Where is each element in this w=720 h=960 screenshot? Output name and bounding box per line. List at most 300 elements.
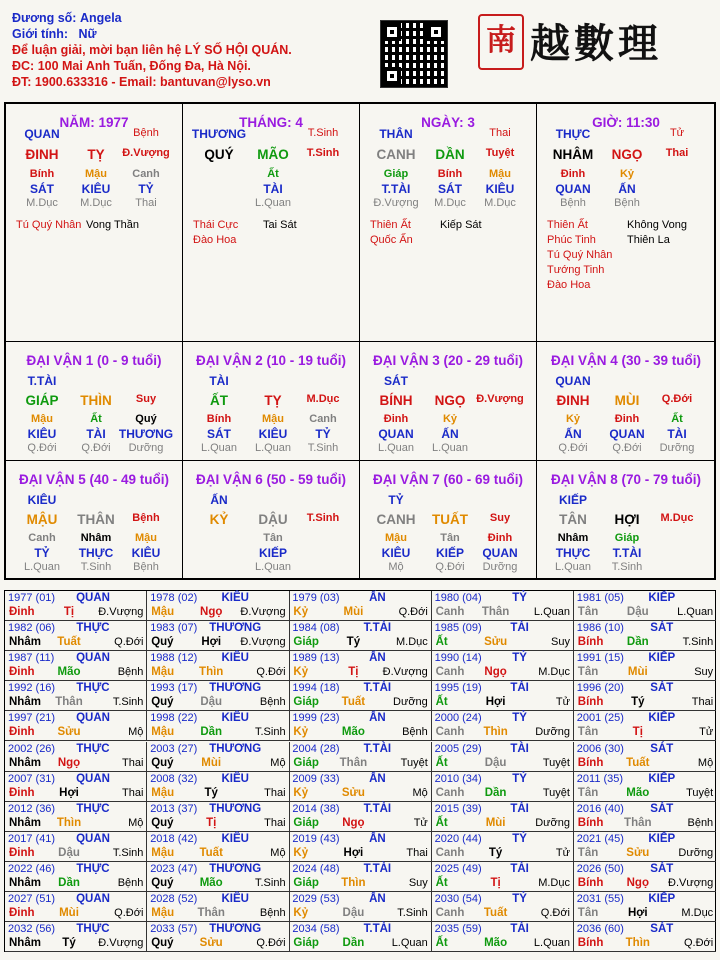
annual-year: 1997 (21) [8,712,56,725]
annual-phase: Tử [699,726,714,739]
annual-cell [147,892,289,922]
earthly-branch: MÃO [257,147,289,162]
annual-year: 2031 (55) [576,893,624,905]
annual-ten-god: TỶ [512,652,527,665]
annual-cell [432,711,574,741]
annual-phase: Tử [555,846,570,859]
annual-branch: Mùi [485,816,506,829]
annual-branch: Thìn [341,876,366,889]
annual-stem: Ất [435,636,448,649]
hidden-phase: Bệnh [614,197,640,209]
luck-title: ĐẠI VẬN 7 (60 - 69 tuổi) [372,472,524,487]
annual-ten-god: QUAN [76,772,110,785]
annual-stem: Kỷ [293,726,309,739]
luck-hidden-god: KIẾP [435,546,465,560]
annual-phase: Tuyệt [400,756,428,769]
annual-cell [432,681,574,711]
earthly-branch: DẦN [435,147,465,162]
annual-cell [147,922,289,952]
annual-branch: Thìn [199,666,224,679]
luck-hidden-god: KIÊU [258,427,288,441]
annual-branch: Mùi [343,606,364,618]
annual-cell [147,711,289,741]
annual-stem: Đinh [9,907,35,919]
annual-cell [5,651,147,681]
annual-year: 1979 (03) [292,592,340,604]
annual-cell [289,892,431,922]
annual-cell [289,802,431,832]
star-name: Kiếp Sát [440,219,482,231]
luck-cell [6,342,183,461]
annual-ten-god: ẤN [369,893,386,905]
annual-cell [432,651,574,681]
luck-hidden-phase: Dưỡng [128,442,164,454]
annual-cell [147,621,289,651]
annual-ten-god: TỶ [512,592,527,604]
luck-hidden-god: TÀI [667,427,687,441]
annual-stem: Giáp [293,636,319,649]
annual-branch: Mùi [627,666,648,679]
annual-branch: Ngọ [484,666,507,679]
hidden-phase: Thai [135,197,157,209]
annual-luck-table [4,590,716,952]
annual-stem: Canh [435,606,465,618]
luck-hidden-stem: Mậu [135,532,157,544]
luck-hidden-phase: L.Quan [254,561,292,573]
luck-hidden-god: QUAN [378,427,414,441]
annual-branch: Tuất [341,696,366,709]
annual-cell [289,922,431,952]
star-name: Thiên Ất [547,219,588,231]
annual-cell [5,591,147,621]
annual-stem: Giáp [293,937,319,950]
annual-ten-god: T.TÀI [363,682,392,695]
annual-cell [5,772,147,802]
annual-phase: Bệnh [117,876,144,889]
luck-hidden-phase: T.Sinh [611,561,643,573]
pillar-title: GIỜ: 11:30 [592,115,660,130]
hidden-phase: M.Dục [434,197,466,209]
annual-branch: Tị [63,606,75,618]
annual-phase: Bệnh [687,816,714,829]
annual-year: 2032 (56) [8,923,56,936]
star-name: Không Vong [627,219,687,231]
annual-year: 1990 (14) [434,652,482,665]
annual-cell [289,591,431,621]
luck-phase: M.Dục [306,393,340,405]
annual-cell [147,681,289,711]
annual-phase: Mộ [270,756,286,769]
annual-stem: Đinh [9,786,35,799]
annual-phase: Thai [406,846,428,859]
annual-cell [147,772,289,802]
annual-stem: Giáp [293,696,319,709]
annual-year: 1999 (23) [292,712,340,725]
annual-stem: Tân [577,786,599,799]
annual-ten-god: THỰC [76,682,110,695]
annual-ten-god: KIẾP [648,652,676,665]
annual-year: 1977 (01) [8,592,56,604]
luck-hidden-stem: Tân [263,532,283,544]
luck-title: ĐẠI VẬN 5 (40 - 49 tuổi) [18,472,170,487]
annual-ten-god: TÀI [510,802,529,815]
hidden-stem: Ất [267,168,279,180]
luck-stem: KỶ [209,512,229,527]
annual-cell [432,772,574,802]
hidden-phase: M.Dục [80,197,112,209]
annual-cell [289,832,431,862]
annual-cell [147,862,289,892]
ten-god-label: THƯƠNG [191,127,247,141]
annual-ten-god: KIÊU [221,592,249,604]
annual-year: 1987 (11) [8,652,55,665]
annual-phase: Tuyệt [542,786,570,799]
luck-hidden-god: TỶ [34,546,50,560]
annual-phase: T.Sinh [112,696,144,709]
annual-phase: Q.Đới [540,907,570,919]
annual-phase: Đ.Vượng [240,606,286,618]
annual-phase: Mộ [270,846,286,859]
annual-stem: Kỷ [293,786,309,799]
annual-branch: Tị [632,726,643,739]
annual-stem: Mậu [151,786,175,799]
annual-stem: Đinh [9,726,35,739]
luck-hidden-phase: T.Sinh [80,561,112,573]
luck-phase: M.Dục [660,512,694,524]
luck-hidden-stem: Canh [28,532,56,544]
annual-branch: Hợi [343,846,364,859]
annual-year: 1981 (05) [576,592,624,604]
luck-hidden-god: ẤN [441,427,459,441]
annual-cell [289,681,431,711]
luck-hidden-stem: Canh [309,413,337,425]
annual-branch: Ngọ [200,606,223,618]
annual-phase: T.Sinh [112,846,144,859]
annual-cell [574,922,716,952]
annual-ten-god: KIẾP [648,832,676,845]
annual-year: 2013 (37) [150,802,198,815]
annual-stem: Mậu [151,726,175,739]
annual-year: 2020 (44) [434,832,482,845]
annual-ten-god: THƯƠNG [209,923,262,936]
annual-year: 2036 (60) [576,923,624,936]
annual-branch: Tuất [483,907,508,919]
luck-hidden-god: SÁT [207,427,231,441]
annual-year: 2000 (24) [434,712,482,725]
luck-ten-god: T.TÀI [27,374,57,388]
annual-phase: M.Dục [396,636,428,649]
annual-cell [432,832,574,862]
annual-stem: Ất [435,816,448,829]
annual-phase: Đ.Vượng [382,666,428,679]
annual-ten-god: ẤN [369,592,386,604]
annual-stem: Giáp [293,876,319,889]
annual-year: 2008 (32) [150,772,198,785]
annual-stem: Ất [435,937,448,950]
hidden-stem: Giáp [383,168,409,180]
annual-cell [432,922,574,952]
hidden-ten-god: KIÊU [81,182,111,196]
annual-year: 2007 (31) [8,772,56,785]
annual-cell [574,802,716,832]
luck-hidden-stem: Quý [135,413,157,425]
luck-hidden-stem: Kỷ [442,413,458,425]
pillar-cell [183,104,360,342]
luck-hidden-phase: Mộ [388,561,404,573]
qr-code [380,20,448,88]
annual-branch: Hợi [485,696,506,709]
luck-hidden-god: KIÊU [381,546,411,560]
annual-phase: Q.Đới [256,666,286,679]
annual-cell [5,711,147,741]
annual-stem: Canh [435,726,465,739]
annual-phase: M.Dục [538,666,570,679]
pillar-title: NGÀY: 3 [421,115,475,130]
annual-cell [574,621,716,651]
annual-cell [289,621,431,651]
annual-cell [432,591,574,621]
annual-ten-god: ẤN [369,832,386,845]
annual-branch: Mão [626,786,650,799]
contact-line: Để luận giải, mời bạn liên hệ LÝ SỐ HỘI QUÁN. [12,43,292,57]
star-name: Thiên Ất [370,219,411,231]
annual-year: 1985 (09) [434,622,482,635]
luck-cell [537,461,715,580]
ten-god-label: THÂN [379,127,413,141]
annual-year: 2034 (58) [292,923,340,936]
heavenly-stem: QUÝ [204,147,234,162]
star-name: Quốc Ấn [370,234,413,246]
luck-hidden-stem: Ất [671,413,683,425]
annual-phase: T.Sinh [255,726,286,739]
annual-ten-god: T.TÀI [363,742,392,755]
annual-year: 2021 (45) [576,832,624,845]
annual-cell [574,772,716,802]
luck-cell [360,461,537,580]
annual-branch: Dậu [200,696,223,709]
annual-stem: Bính [577,756,604,769]
annual-phase: Tử [555,696,570,709]
annual-stem: Ất [435,756,448,769]
luck-hidden-god: THỰC [555,546,591,560]
annual-cell [432,742,574,772]
stars-right [263,218,297,233]
annual-stem: Kỷ [293,606,309,618]
pillar-title: NĂM: 1977 [59,115,129,130]
annual-branch: Mùi [201,756,222,769]
annual-year: 1988 (12) [150,652,198,665]
annual-stem: Giáp [293,756,319,769]
annual-year: 1986 (10) [576,622,624,635]
annual-phase: Thai [121,756,144,769]
luck-hidden-phase: Q.Đới [27,442,57,454]
annual-cell [289,742,431,772]
annual-ten-god: KIẾP [648,772,676,785]
annual-year: 2001 (25) [576,712,624,725]
annual-branch: Tý [488,846,503,859]
gender-label: Giới tính: [12,27,69,41]
star-name: Đào Hoa [547,279,591,291]
stem-phase-label: Tử [669,127,685,139]
luck-title: ĐẠI VẬN 2 (10 - 19 tuổi) [195,353,347,368]
annual-branch: Mùi [59,907,79,919]
hidden-ten-god: SÁT [30,182,54,196]
annual-branch: Tý [62,937,76,950]
annual-cell [5,742,147,772]
annual-ten-god: T.TÀI [363,862,392,875]
luck-title: ĐẠI VẬN 6 (50 - 59 tuổi) [195,472,347,487]
annual-phase: T.Sinh [397,907,428,919]
stars-left [370,218,413,248]
stars-left [16,218,81,233]
annual-ten-god: ẤN [369,712,386,725]
annual-branch: Dần [484,786,507,799]
annual-stem: Kỷ [293,907,309,919]
phone-email-line: ĐT: 1900.633316 - Email: bantuvan@lyso.vn [12,75,271,89]
hidden-stem: Canh [132,168,160,180]
luck-cell [360,342,537,461]
annual-branch: Hợi [59,786,79,799]
annual-cell [432,862,574,892]
annual-year: 2011 (35) [576,772,624,785]
annual-cell [147,651,289,681]
annual-ten-god: QUAN [76,592,110,604]
annual-stem: Bính [577,696,604,709]
annual-stem: Quý [151,816,174,829]
annual-branch: Dậu [484,756,507,769]
annual-ten-god: TÀI [510,682,529,695]
annual-stem: Tân [577,666,599,679]
annual-cell [432,892,574,922]
annual-branch: Tị [490,876,501,889]
luck-branch: DẬU [258,512,288,527]
annual-branch: Dần [200,726,223,739]
annual-ten-god: KIẾP [648,893,676,905]
annual-cell [5,922,147,952]
luck-title: ĐẠI VẬN 8 (70 - 79 tuổi) [550,472,702,487]
luck-hidden-phase: L.Quan [254,442,292,454]
annual-cell [574,651,716,681]
star-name: Tú Quý Nhân [16,219,82,231]
annual-phase: Mộ [128,726,144,739]
annual-ten-god: KIẾP [648,712,676,725]
annual-ten-god: T.TÀI [363,802,392,815]
hidden-stem: Đinh [560,168,586,180]
luck-hidden-stem: Giáp [614,532,640,544]
annual-ten-god: TÀI [510,622,529,635]
luck-hidden-stem: Đinh [614,413,640,425]
luck-hidden-god: T.TÀI [612,546,642,560]
luck-phase: Bệnh [132,512,160,524]
annual-phase: Dưỡng [678,846,714,859]
pillar-title: THÁNG: 4 [239,115,303,130]
hidden-phase: Đ.Vượng [373,197,419,209]
annual-year: 2012 (36) [8,802,56,815]
annual-stem: Mậu [151,666,175,679]
annual-stem: Mậu [151,907,175,919]
annual-branch: Tý [631,696,645,709]
hidden-ten-god: SÁT [438,182,462,196]
annual-ten-god: THƯƠNG [209,742,262,755]
annual-branch: Dần [626,636,649,649]
annual-branch: Mão [57,666,81,679]
annual-year: 2005 (29) [434,742,482,755]
luck-hidden-stem: Đinh [383,413,409,425]
annual-year: 1992 (16) [8,682,56,695]
annual-cell [574,591,716,621]
luck-hidden-stem: Mậu [385,532,407,544]
annual-year: 2003 (27) [150,742,198,755]
annual-branch: Thân [339,756,368,769]
luck-hidden-phase: L.Quan [200,442,238,454]
luck-hidden-stem: Ất [90,413,102,425]
annual-branch: Hợi [201,636,222,649]
annual-stem: Tân [577,726,599,739]
luck-stem: GIÁP [25,393,59,408]
annual-year: 2024 (48) [292,862,340,875]
annual-phase: Mộ [412,786,428,799]
luck-hidden-god: QUAN [482,546,518,560]
luck-hidden-phase: Q.Đới [558,442,588,454]
annual-stem: Đinh [9,606,35,618]
annual-year: 2016 (40) [576,802,624,815]
annual-year: 2035 (59) [434,923,482,936]
annual-branch: Sửu [626,846,650,859]
annual-phase: Suy [551,636,570,649]
annual-phase: Đ.Vượng [98,606,144,618]
luck-phase: Q.Đới [661,393,693,405]
annual-year: 2033 (57) [150,923,198,936]
annual-branch: Sửu [199,937,223,950]
annual-branch: Sửu [341,786,365,799]
annual-phase: Tử [413,816,428,829]
stem-phase-label: T.Sinh [307,127,339,139]
annual-phase: Dưỡng [535,726,570,739]
annual-ten-god: T.TÀI [363,923,392,936]
earthly-branch: TỴ [87,147,105,162]
annual-branch: Mão [484,937,508,950]
annual-year: 2009 (33) [292,772,340,785]
luck-hidden-god: TÀI [86,427,106,441]
annual-branch: Thân [624,816,652,829]
gender-value: Nữ [78,27,97,41]
annual-phase: Bệnh [402,726,428,739]
annual-cell [289,711,431,741]
annual-year: 2018 (42) [150,832,198,845]
annual-branch: Thìn [483,726,508,739]
luck-hidden-phase: L.Quan [431,442,469,454]
annual-ten-god: KIÊU [221,712,249,725]
luck-stem: TÂN [559,512,587,527]
luck-hidden-god: QUAN [609,427,645,441]
hidden-stem: Kỷ [619,168,635,180]
luck-cell [6,461,183,580]
annual-cell [432,621,574,651]
hidden-ten-god: TÀI [263,182,283,196]
annual-phase: Tuyệt [542,756,570,769]
annual-phase: Mộ [128,816,144,829]
branch-phase: Tuyệt [485,147,515,159]
annual-branch: Ngọ [626,876,649,889]
annual-cell [574,742,716,772]
annual-cell [5,892,147,922]
annual-stem: Nhâm [9,876,41,889]
stem-phase-label: Bệnh [133,127,159,139]
hidden-phase: Bệnh [560,197,586,209]
annual-phase: M.Dục [681,907,714,919]
hidden-stem: Bính [29,168,55,180]
luck-hidden-phase: L.Quan [554,561,592,573]
